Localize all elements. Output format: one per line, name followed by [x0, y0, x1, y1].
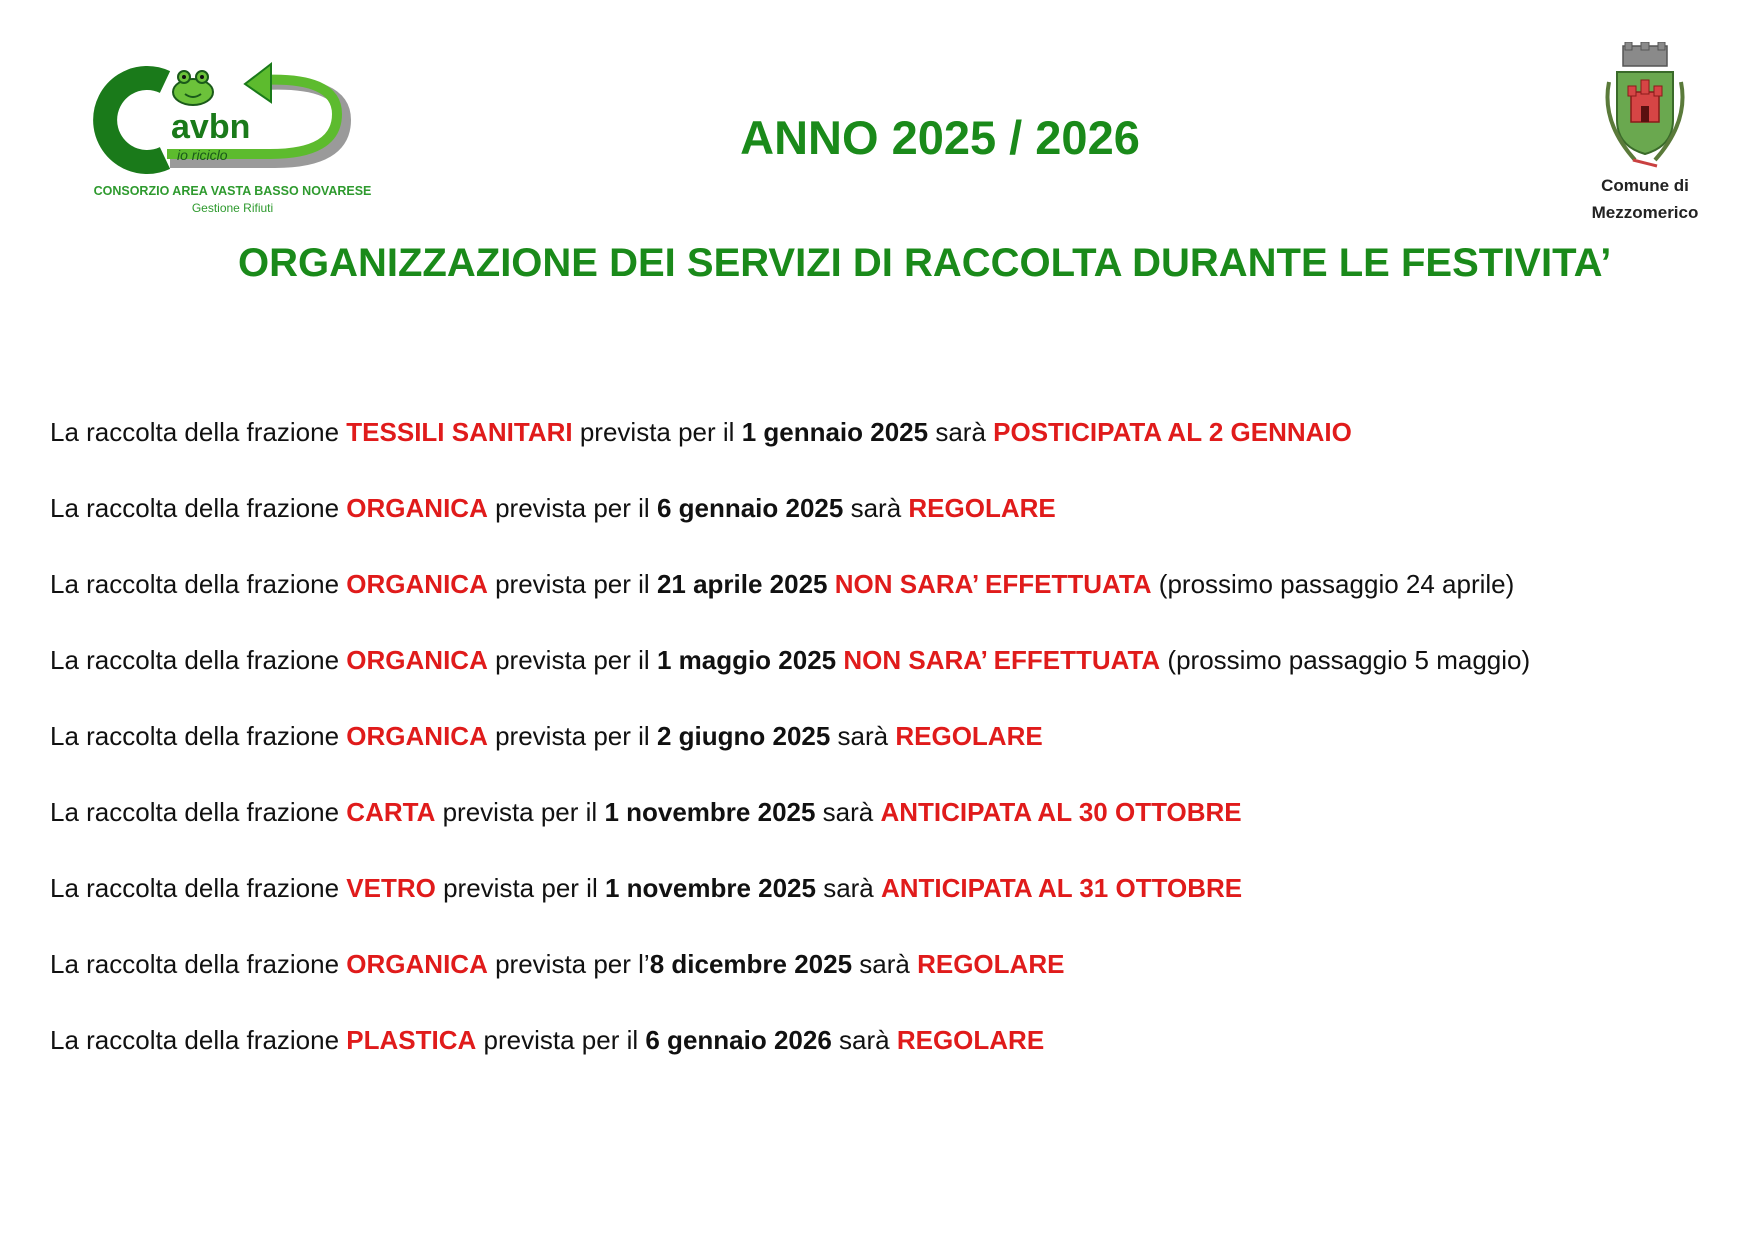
- schedule-row: [50, 562, 1730, 638]
- row-prefix: La raccolta della frazione: [50, 645, 347, 675]
- row-connector: sarà: [831, 1025, 897, 1055]
- waste-fraction: ORGANICA: [346, 949, 488, 979]
- collection-date: 6 gennaio 2026: [645, 1025, 832, 1055]
- cavbn-full-name: CONSORZIO AREA VASTA BASSO NOVARESE: [93, 184, 372, 198]
- row-prefix: La raccolta della frazione: [50, 797, 347, 827]
- waste-fraction: ORGANICA: [346, 645, 488, 675]
- collection-date: 6 gennaio 2025: [656, 493, 844, 523]
- schedule-row: [50, 1018, 1730, 1094]
- comune-name: [1565, 172, 1725, 226]
- cavbn-subtitle: Gestione Rifiuti: [191, 201, 274, 215]
- collection-date: 1 novembre 2025: [604, 873, 816, 903]
- waste-fraction: PLASTICA: [346, 1025, 477, 1055]
- collection-date: 2 giugno 2025: [656, 721, 831, 751]
- row-prefix: La raccolta della frazione: [50, 873, 347, 903]
- schedule-row: [50, 638, 1730, 714]
- row-connector: [828, 569, 835, 599]
- schedule-row: [50, 942, 1730, 1018]
- row-prefix: La raccolta della frazione: [50, 417, 347, 447]
- collection-outcome: REGOLARE: [908, 493, 1056, 523]
- collection-outcome: REGOLARE: [917, 949, 1065, 979]
- schedule-row: [50, 866, 1730, 942]
- comune-crest: [1565, 42, 1725, 242]
- row-mid: prevista per il: [435, 873, 605, 903]
- row-mid: prevista per il: [487, 493, 657, 523]
- cavbn-tagline: io riciclo: [177, 147, 228, 163]
- collection-outcome: NON SARA’ EFFETTUATA: [834, 569, 1152, 599]
- schedule-row: [50, 486, 1730, 562]
- collection-outcome: REGOLARE: [895, 721, 1043, 751]
- row-mid: prevista per l’: [487, 949, 650, 979]
- collection-outcome: ANTICIPATA AL 31 OTTOBRE: [881, 873, 1243, 903]
- year-title: ANNO 2025 / 2026: [740, 111, 1140, 164]
- cavbn-logo: [85, 62, 385, 222]
- collection-date: 1 gennaio 2025: [741, 417, 929, 447]
- collection-date: 21 aprile 2025: [656, 569, 828, 599]
- row-connector: sarà: [843, 493, 909, 523]
- waste-fraction: TESSILI SANITARI: [346, 417, 573, 447]
- row-prefix: La raccolta della frazione: [50, 569, 347, 599]
- collection-schedule-list: [50, 410, 1730, 1094]
- row-prefix: La raccolta della frazione: [50, 721, 347, 751]
- row-mid: prevista per il: [435, 797, 605, 827]
- row-connector: sarà: [852, 949, 918, 979]
- schedule-row: [50, 714, 1730, 790]
- schedule-row: [50, 410, 1730, 486]
- cavbn-emblem: [85, 62, 355, 182]
- row-mid: prevista per il: [487, 569, 657, 599]
- waste-fraction: VETRO: [346, 873, 436, 903]
- frog-icon: [173, 71, 213, 105]
- collection-date: 8 dicembre 2025: [649, 949, 853, 979]
- collection-date: 1 maggio 2025: [656, 645, 837, 675]
- row-connector: sarà: [830, 721, 896, 751]
- collection-outcome: REGOLARE: [896, 1025, 1045, 1055]
- collection-date: 1 novembre 2025: [604, 797, 816, 827]
- schedule-row: [50, 790, 1730, 866]
- comune-name-line1: Comune di: [1601, 176, 1689, 195]
- row-mid: prevista per il: [487, 721, 657, 751]
- page-heading: ORGANIZZAZIONE DEI SERVIZI DI RACCOLTA DURANTE LE FESTIVITA’: [238, 241, 1612, 285]
- row-connector: sarà: [815, 797, 881, 827]
- waste-fraction: CARTA: [346, 797, 436, 827]
- row-mid: prevista per il: [476, 1025, 646, 1055]
- cavbn-wordmark: avbn: [171, 108, 251, 146]
- row-prefix: La raccolta della frazione: [50, 949, 347, 979]
- row-prefix: La raccolta della frazione: [50, 493, 347, 523]
- comune-name-line2: Mezzomerico: [1591, 203, 1699, 222]
- row-mid: prevista per il: [572, 417, 742, 447]
- waste-fraction: ORGANICA: [346, 569, 488, 599]
- collection-outcome: POSTICIPATA AL 2 GENNAIO: [993, 417, 1352, 447]
- row-connector: sarà: [815, 873, 881, 903]
- coat-of-arms-icon: [1595, 42, 1695, 172]
- row-connector: sarà: [928, 417, 994, 447]
- row-note: (prossimo passaggio 5 maggio): [1160, 645, 1531, 675]
- row-prefix: La raccolta della frazione: [50, 1025, 347, 1055]
- collection-outcome: NON SARA’ EFFETTUATA: [843, 645, 1161, 675]
- waste-fraction: ORGANICA: [346, 721, 488, 751]
- row-note: (prossimo passaggio 24 aprile): [1151, 569, 1515, 599]
- row-mid: prevista per il: [487, 645, 657, 675]
- collection-outcome: ANTICIPATA AL 30 OTTOBRE: [880, 797, 1242, 827]
- waste-fraction: ORGANICA: [346, 493, 488, 523]
